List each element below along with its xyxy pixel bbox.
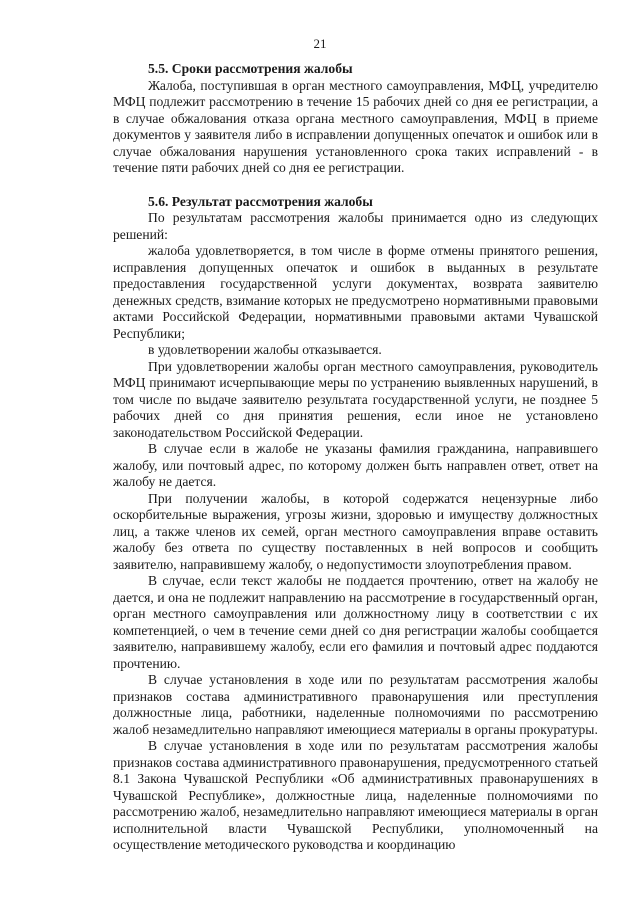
paragraph: При удовлетворении жалобы орган местного самоуправления, руководитель МФЦ принимают исчерпывающие меры по устранению выявленных нарушений, в том числе по выдаче заявителю результата государственной услуги, не позднее 5 рабочих дней со дня принятия решения, если иное не установлено законодательством Российской Федерации. bbox=[113, 358, 598, 440]
paragraph: В случае установления в ходе или по результатам рассмотрения жалобы признаков состава административного правонарушения или преступления должностные лица, работники, наделенные полномочиями по рассмотрению жалоб незамедлительно направляют имеющиеся материалы в органы прокуратуры. bbox=[113, 672, 598, 737]
paragraph: В случае установления в ходе или по результатам рассмотрения жалобы признаков состава административного правонарушения, предусмотренного статьей 8.1 Закона Чувашской Республики «Об административных правонарушениях в Чувашской Республике», должностные лица, наделенные полномочиями по рассмотрению жалоб, незамедлительно направляют имеющиеся материалы в орган исполнительной власти Чувашской Республики, уполномоченный на осуществление методического руководства и координацию bbox=[113, 738, 598, 852]
paragraph: жалоба удовлетворяется, в том числе в форме отмены принятого решения, исправления допущенных опечаток и ошибок в выданных в результате предоставления государственной услуги документах, возврата заявителю денежных средств, взимание которых не предусмотрено нормативными правовыми актами Российской Федерации, нормативными правовыми актами Чувашской Республики; bbox=[113, 243, 598, 341]
page-number: 21 bbox=[313, 36, 327, 51]
paragraph: В случае, если текст жалобы не поддается прочтению, ответ на жалобу не дается, и она не подлежит направлению на рассмотрение в государственный орган, орган местного самоуправления или должностному лицу в соответствии с их компетенцией, о чем в течение семи дней со дня регистрации жалобы сообщается заявителю, направившему жалобу, если его фамилия и почтовый адрес поддаются прочтению. bbox=[113, 573, 598, 671]
paragraph: В случае если в жалобе не указаны фамилия гражданина, направившего жалобу, или почтовый адрес, по которому должен быть направлен ответ, ответ на жалобу не дается. bbox=[113, 441, 598, 489]
section-spacer bbox=[113, 177, 598, 194]
document-body bbox=[113, 61, 598, 854]
paragraph: При получении жалобы, в которой содержатся нецензурные либо оскорбительные выражения, угрозы жизни, здоровью и имуществу должностных лиц, а также членов их семей, орган местного самоуправления вправе оставить жалобу без ответа по существу поставленных в ней вопросов и сообщить заявителю, направившему жалобу, о недопустимости злоупотребления правом. bbox=[113, 490, 598, 572]
section-heading: 5.6. Результат рассмотрения жалобы bbox=[148, 193, 373, 209]
section-heading: 5.5. Сроки рассмотрения жалобы bbox=[148, 61, 353, 76]
paragraph: в удовлетворении жалобы отказывается. bbox=[148, 342, 382, 357]
paragraph: Жалоба, поступившая в орган местного самоуправления, МФЦ, учредителю МФЦ подлежит рассмотрению в течение 15 рабочих дней со дня ее регистрации, а в случае обжалования отказа органа местного самоуправления, МФЦ в приеме документов у заявителя либо в исправлении допущенных опечаток и ошибок или в случае обжалования нарушения установленного срока таких исправлений - в течение пяти рабочих дней со дня ее регистрации. bbox=[113, 77, 598, 175]
paragraph: По результатам рассмотрения жалобы принимается одно из следующих решений: bbox=[113, 210, 598, 242]
